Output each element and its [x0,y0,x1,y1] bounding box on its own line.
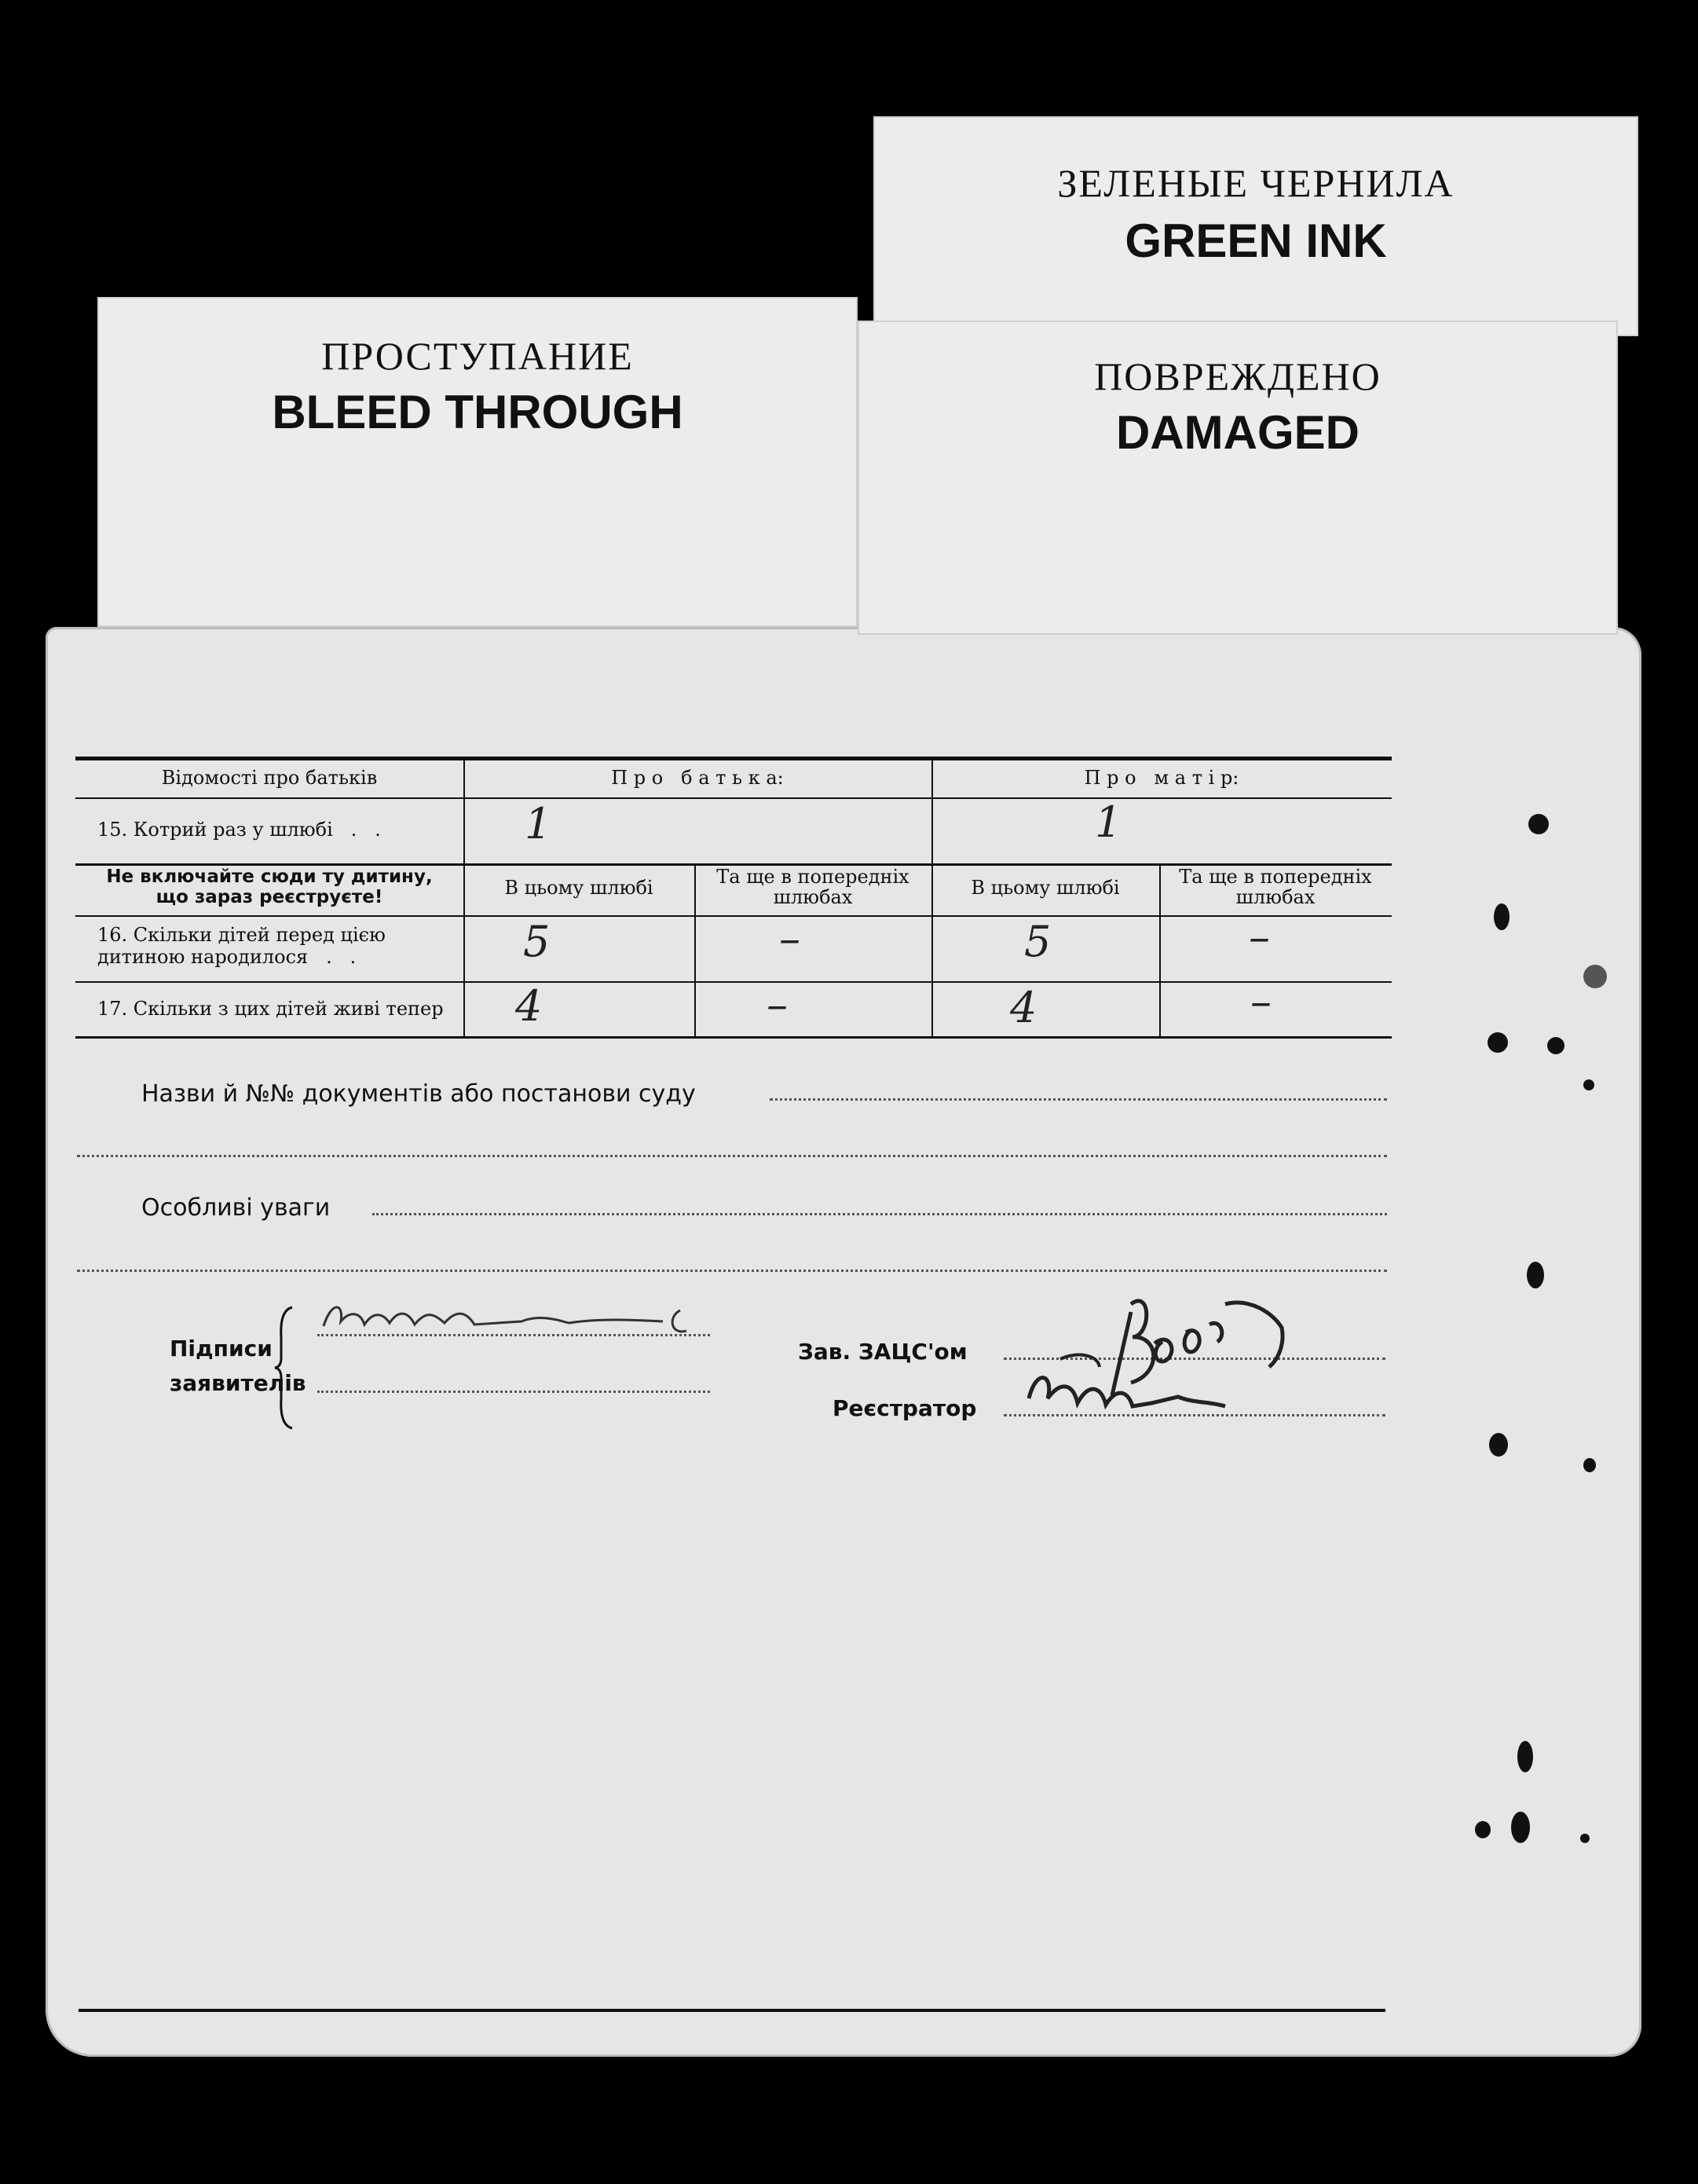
head-of-registry-label: Зав. ЗАЦС'ом [798,1339,968,1365]
row16-label-line1: 16. Скільки дітей перед цією [97,924,386,946]
punch-hole [1494,903,1510,930]
header-father: П р о б а т ь к а: [611,767,784,789]
row17-father-this-value: 4 [515,981,543,1031]
mother-previous-header-line1: Та ще в попередніх [1179,866,1372,888]
row16-label-line2: дитиною народилося . . [97,946,357,968]
father-this-marriage-header: В цьому шлюбі [504,877,653,899]
registrar-label: Реєстратор [833,1395,977,1421]
row17-mother-prev-value: – [1250,977,1272,1026]
punch-hole [1583,965,1607,988]
punch-hole [1527,1262,1544,1288]
punch-hole [1489,1433,1508,1457]
row15-label: 15. Котрий раз у шлюбі . . [97,819,381,841]
father-previous-header-line2: шлюбах [773,886,853,908]
row17-label: 17. Скільки з цих дітей живі тепер [97,998,444,1020]
row15-mother-value: 1 [1095,797,1122,847]
applicant-signature-line-2 [317,1391,710,1393]
damaged-ru-label: ПОВРЕЖДЕНО [1094,354,1381,398]
row16-mother-prev-value: – [1249,912,1270,962]
bleed-through-ru-label: ПРОСТУПАНИЕ [321,334,634,378]
row16-father-this-value: 5 [523,917,551,966]
header-parents-info: Відомості про батьків [161,767,378,789]
punch-hole [1583,1079,1594,1090]
punch-hole [1547,1037,1564,1054]
damaged-card [858,321,1618,635]
father-previous-header-line1: Та ще в попередніх [716,866,909,888]
row17-mother-this-value: 4 [1010,983,1037,1032]
punch-hole [1583,1458,1596,1472]
punch-hole [1475,1821,1491,1838]
mother-previous-header-line2: шлюбах [1235,886,1316,908]
applicants-signatures-label-line1: Підписи [170,1336,273,1361]
green-ink-card [873,116,1638,336]
row16-mother-this-value: 5 [1024,917,1052,966]
bottom-rule [79,2009,1385,2012]
punch-hole [1488,1032,1508,1053]
bleed-through-en-label: BLEED THROUGH [272,386,683,438]
punch-hole [1511,1812,1530,1843]
documents-line-2 [77,1155,1387,1157]
punch-hole [1517,1741,1533,1772]
row17-father-prev-value: – [767,980,788,1029]
damaged-en-label: DAMAGED [1116,406,1359,459]
applicants-brace [273,1306,297,1430]
applicant-signature [317,1295,741,1342]
green-ink-ru-label: ЗЕЛЕНЫЕ ЧЕРНИЛА [1057,161,1455,205]
exclude-note-line1: Не включайте сюди ту дитину, [106,867,433,887]
punch-hole [1528,814,1549,834]
remarks-label: Особливі уваги [141,1194,331,1222]
punch-hole [1580,1834,1590,1843]
documents-label: Назви й №№ документів або постанови суду [141,1080,696,1108]
header-mother: П р о м а т і р: [1084,767,1239,789]
mother-this-marriage-header: В цьому шлюбі [971,877,1120,899]
remarks-line-1 [372,1213,1387,1215]
exclude-note-line2: що зараз реєструєте! [156,887,383,907]
documents-line-1 [770,1098,1387,1101]
official-signature [1013,1249,1327,1446]
row16-father-prev-value: – [779,914,800,963]
applicants-signatures-label-line2: заявителів [170,1370,306,1396]
bleed-through-card [97,297,858,627]
green-ink-en-label: GREEN INK [1125,214,1387,267]
row15-father-value: 1 [525,799,552,848]
